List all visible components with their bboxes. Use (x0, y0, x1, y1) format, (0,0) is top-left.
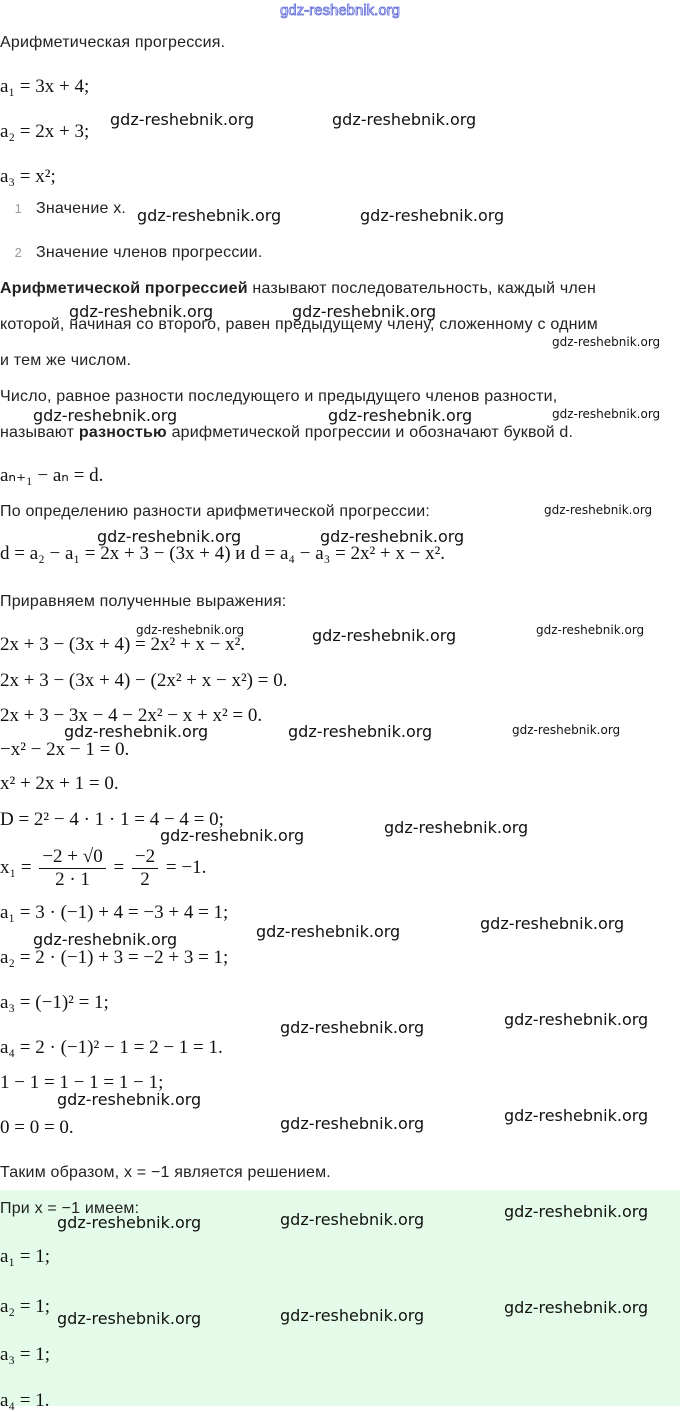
watermark: gdz-reshebnik.org (110, 110, 255, 129)
watermark: gdz-reshebnik.org (280, 1210, 425, 1229)
fraction-numerator: −2 + √0 (39, 846, 105, 869)
watermark: gdz-reshebnik.org (33, 406, 178, 425)
check-step: a₄ = 2 · (−1)² − 1 = 2 − 1 = 1. (0, 1037, 223, 1058)
formula-a2: a₂ = 2x + 3; (0, 121, 90, 142)
by-definition-text: По определению разности арифметической прогрессии: (0, 503, 431, 520)
definition-text: арифметической прогрессии и обозначают буквой d. (166, 424, 574, 441)
definition-line (0, 280, 596, 298)
watermark: gdz-reshebnik.org (504, 1202, 649, 1221)
task-label: Значение членов прогрессии. (36, 244, 263, 261)
answer-item: a₃ = 1; (0, 1344, 51, 1365)
check-step: a₂ = 2 · (−1) + 3 = −2 + 3 = 1; (0, 947, 229, 968)
watermark: gdz-reshebnik.org (280, 1306, 425, 1325)
formula-a1: a₁ = 3x + 4; (0, 76, 90, 97)
watermark: gdz-reshebnik.org (292, 302, 437, 321)
check-step: a₁ = 3 · (−1) + 4 = −3 + 4 = 1; (0, 902, 229, 923)
watermark: gdz-reshebnik.org (33, 930, 178, 949)
watermark: gdz-reshebnik.org (312, 626, 457, 645)
answer-intro: При x = −1 имеем: (0, 1200, 140, 1217)
watermark: gdz-reshebnik.org (320, 527, 465, 546)
definition-line (0, 424, 573, 442)
watermark: gdz-reshebnik.org (280, 1114, 425, 1133)
watermark: gdz-reshebnik.org (160, 826, 305, 845)
task-item (0, 244, 262, 262)
solution-step: 2x + 3 − 3x − 4 − 2x² − x + x² = 0. (0, 705, 263, 726)
definition-line: Число, равное разности последующего и предыдущего членов разности, (0, 388, 558, 405)
fraction-denominator: 2 · 1 (55, 869, 90, 890)
watermark: gdz-reshebnik.org (360, 206, 505, 225)
term-bold: разностью (78, 424, 167, 441)
watermark: gdz-reshebnik.org (137, 206, 282, 225)
definition-line: которой, начиная со второго, равен предыдущему члену, сложенному с одним (0, 316, 599, 333)
watermark: gdz-reshebnik.org (57, 1090, 202, 1109)
fraction-denominator: 2 (140, 869, 150, 890)
watermark: gdz-reshebnik.org (64, 722, 209, 741)
solution-step: 2x + 3 − (3x + 4) = 2x² + x − x². (0, 634, 246, 655)
watermark: gdz-reshebnik.org (280, 1018, 425, 1037)
task-number: 2 (14, 245, 22, 260)
x1-rhs: = −1. (165, 856, 207, 878)
task-item (0, 200, 126, 218)
formula-x1 (0, 846, 206, 891)
watermark: gdz-reshebnik.org (57, 1309, 202, 1328)
task-label: Значение x. (36, 200, 127, 217)
watermark: gdz-reshebnik.org (328, 406, 473, 425)
definition-text: называют последовательность, каждый член (247, 280, 597, 297)
check-step: a₃ = (−1)² = 1; (0, 992, 109, 1013)
definition-text: называют (0, 424, 79, 441)
watermark: gdz-reshebnik.org (332, 110, 477, 129)
heading: Арифметическая прогрессия. (0, 34, 226, 51)
check-step: 0 = 0 = 0. (0, 1117, 74, 1138)
formula-difference: aₙ₊₁ − aₙ = d. (0, 465, 104, 486)
watermark: gdz-reshebnik.org (69, 302, 214, 321)
answer-panel (0, 1190, 680, 1406)
watermark: gdz-reshebnik.org (544, 503, 653, 517)
conclusion-text: Таким образом, x = −1 является решением. (0, 1164, 331, 1181)
watermark: gdz-reshebnik.org (256, 922, 401, 941)
definition-line: и тем же числом. (0, 352, 132, 369)
watermark: gdz-reshebnik.org (504, 1106, 649, 1125)
solution-step: D = 2² − 4 · 1 · 1 = 4 − 4 = 0; (0, 809, 224, 830)
watermark: gdz-reshebnik.org (136, 623, 245, 637)
fraction (39, 846, 105, 891)
watermark: gdz-reshebnik.org (57, 1213, 202, 1232)
equate-text: Приравняем полученные выражения: (0, 593, 287, 610)
task-number: 1 (14, 201, 22, 216)
x1-equals: = (113, 856, 125, 878)
watermark: gdz-reshebnik.org (480, 914, 625, 933)
watermark: gdz-reshebnik.org (504, 1010, 649, 1029)
watermark: gdz-reshebnik.org (552, 407, 661, 421)
solution-step: x² + 2x + 1 = 0. (0, 773, 119, 794)
watermark: gdz-reshebnik.org (97, 527, 242, 546)
watermark: gdz-reshebnik.org (384, 818, 529, 837)
answer-item: a₄ = 1. (0, 1390, 50, 1411)
watermark: gdz-reshebnik.org (504, 1298, 649, 1317)
watermark: gdz-reshebnik.org (552, 335, 661, 349)
formula-d-expression: d = a₂ − a₁ = 2x + 3 − (3x + 4) и d = a₄ − a₃ = 2x² + x − x². (0, 543, 446, 564)
check-step: 1 − 1 = 1 − 1 = 1 − 1; (0, 1072, 164, 1093)
watermark: gdz-reshebnik.org (536, 623, 645, 637)
formula-a3: a₃ = x²; (0, 166, 56, 187)
x1-lhs: x₁ = (0, 856, 32, 878)
answer-item: a₂ = 1; (0, 1296, 51, 1317)
term-bold: Арифметической прогрессией (0, 280, 248, 297)
fraction-numerator: −2 (132, 846, 158, 869)
solution-step: 2x + 3 − (3x + 4) − (2x² + x − x²) = 0. (0, 670, 288, 691)
site-title[interactable]: gdz-reshebnik.org (279, 2, 401, 19)
answer-item: a₁ = 1; (0, 1246, 51, 1267)
solution-step: −x² − 2x − 1 = 0. (0, 739, 130, 760)
watermark: gdz-reshebnik.org (288, 722, 433, 741)
watermark: gdz-reshebnik.org (512, 723, 621, 737)
fraction (132, 846, 158, 891)
